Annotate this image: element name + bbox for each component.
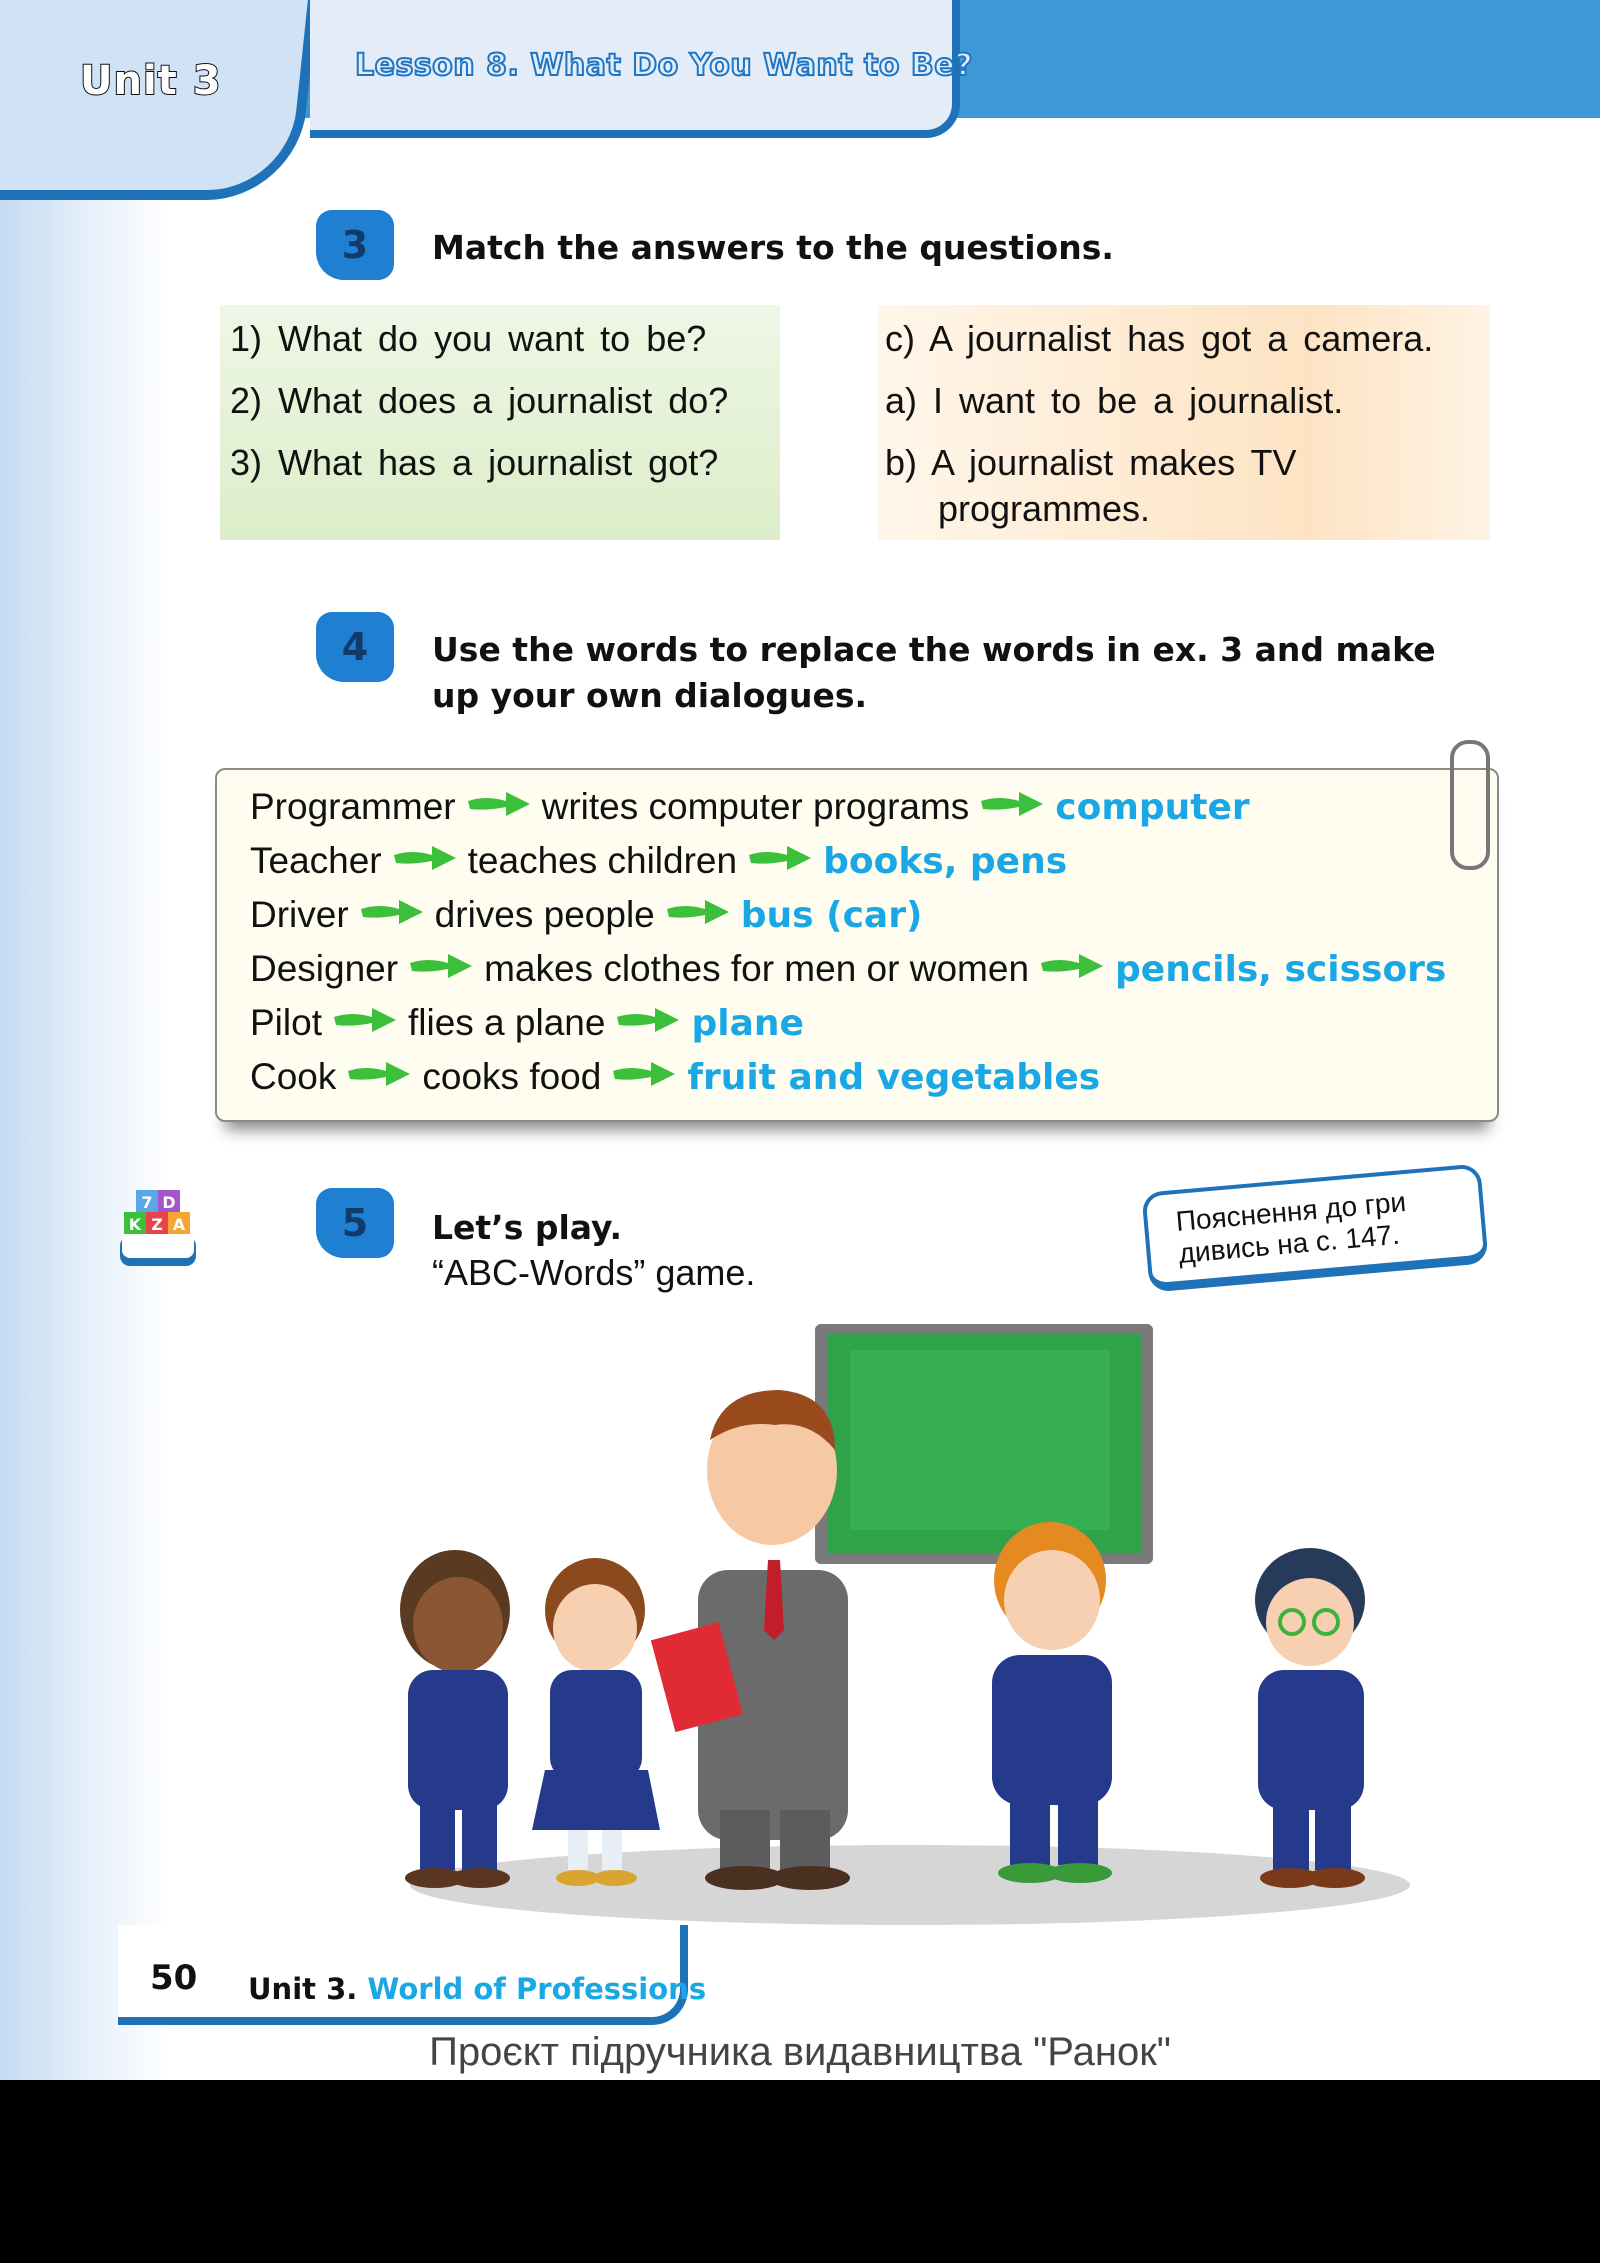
exercise-3-number: 3: [316, 210, 394, 280]
teacher-figure: [651, 1390, 850, 1890]
word-row-teacher: [250, 834, 1067, 888]
exercise-4-number: 4: [316, 612, 394, 682]
arrow-icon: [665, 894, 731, 936]
arrow-icon: [466, 786, 532, 828]
chalkboard: [815, 1324, 1153, 1564]
footer-unit-title: [248, 1972, 706, 2006]
arrow-icon: [332, 1002, 398, 1044]
cube-letter: K: [128, 1215, 142, 1234]
child-figure: [532, 1558, 660, 1886]
question-2: 2) What does a journalist do?: [230, 380, 729, 421]
word-row-cook: [250, 1050, 1100, 1104]
arrow-icon: [346, 1056, 412, 1098]
cube-letter: Z: [151, 1215, 163, 1234]
child-figure: [1255, 1548, 1365, 1888]
object-label: plane: [691, 1002, 804, 1044]
child-figure: [992, 1522, 1112, 1883]
arrow-icon: [1039, 948, 1105, 990]
question-3: 3) What has a journalist got?: [230, 442, 719, 483]
answer-c: c) A journalist has got a camera.: [885, 318, 1434, 359]
arrow-icon: [408, 948, 474, 990]
cube-letter: 7: [141, 1193, 153, 1212]
action-label: flies a plane: [407, 1002, 606, 1043]
cube-letter: A: [172, 1215, 186, 1234]
object-label: computer: [1055, 786, 1250, 828]
letter-cubes-icon: [118, 1188, 198, 1268]
job-label: Cook: [250, 1056, 337, 1097]
answer-b: b) A journalist makes TV: [885, 442, 1297, 483]
word-row-programmer: [250, 780, 1250, 834]
publisher-watermark: Проєкт підручника видавництва "Ранок": [429, 2030, 1171, 2074]
cube-letter: D: [162, 1193, 176, 1212]
action-label: teaches children: [467, 840, 738, 881]
arrow-icon: [611, 1056, 677, 1098]
action-label: writes computer programs: [541, 786, 970, 827]
object-label: books, pens: [823, 840, 1068, 882]
word-row-pilot: [250, 996, 804, 1050]
classroom-illustration: [380, 1310, 1440, 1930]
job-label: Programmer: [250, 786, 456, 827]
game-name: “ABC-Words” game.: [432, 1252, 756, 1293]
object-label: fruit and vegetables: [687, 1056, 1101, 1098]
floor-shadow: [410, 1845, 1410, 1925]
arrow-icon: [747, 840, 813, 882]
object-label: pencils, scissors: [1115, 948, 1447, 990]
exercise-4-title-line-1: Use the words to replace the words in ex. 3 and make: [432, 630, 1436, 669]
answer-a: a) I want to be a journalist.: [885, 380, 1344, 421]
unit-label: Unit 3: [80, 58, 222, 104]
exercise-3-title: Match the answers to the questions.: [432, 228, 1114, 267]
exercise-5-title: Let’s play.: [432, 1208, 623, 1247]
footer-topic: World of Professions: [367, 1972, 707, 2006]
paper-clip-icon: [1450, 740, 1490, 870]
word-row-designer: [250, 942, 1446, 996]
job-label: Pilot: [250, 1002, 322, 1043]
rules-note: [1141, 1163, 1488, 1292]
job-label: Teacher: [250, 840, 382, 881]
exercise-4-title-line-2: up your own dialogues.: [432, 676, 868, 715]
arrow-icon: [392, 840, 458, 882]
lesson-title: Lesson 8. What Do You Want to Be?: [355, 48, 974, 83]
exercise-5-number: 5: [316, 1188, 394, 1258]
action-label: makes clothes for men or women: [484, 948, 1030, 989]
word-row-driver: [250, 888, 922, 942]
arrow-icon: [979, 786, 1045, 828]
answer-b-continued: programmes.: [938, 488, 1151, 529]
rules-note-text: Пояснення до гри дивись на с. 147.: [1174, 1186, 1408, 1269]
action-label: cooks food: [422, 1056, 602, 1097]
job-label: Driver: [250, 894, 349, 935]
page-number: 50: [150, 1958, 198, 1998]
job-label: Designer: [250, 948, 399, 989]
arrow-icon: [359, 894, 425, 936]
object-label: bus (car): [740, 894, 923, 936]
action-label: drives people: [434, 894, 655, 935]
question-1: 1) What do you want to be?: [230, 318, 707, 359]
footer-unit-label: Unit 3.: [248, 1972, 358, 2006]
child-figure: [400, 1550, 510, 1888]
arrow-icon: [615, 1002, 681, 1044]
